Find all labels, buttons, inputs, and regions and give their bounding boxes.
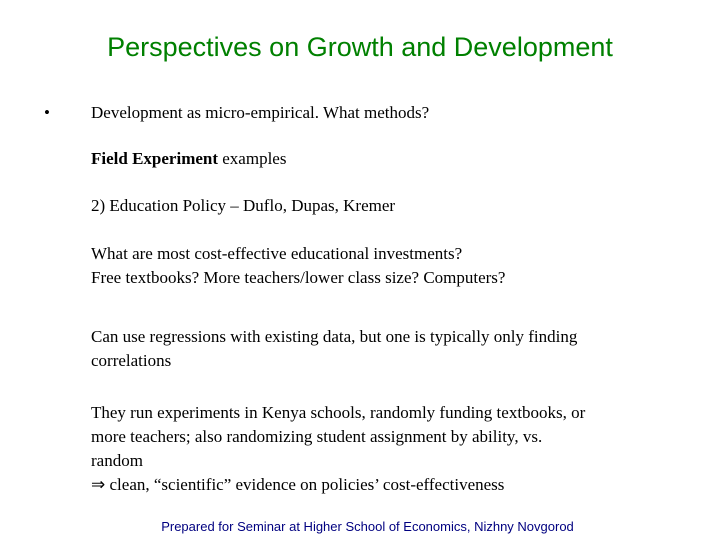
experiments-line: more teachers; also randomizing student assignment by ability, vs. [91,427,543,446]
slide-title: Perspectives on Growth and Development [107,32,613,62]
question-line: Free textbooks? More teachers/lower class size? Computers? [91,268,506,287]
education-policy-heading: 2) Education Policy – Duflo, Dupas, Kremer [91,196,396,215]
conclusion-text: clean, “scientific” evidence on policies’ cost-effectiveness [105,475,505,494]
field-experiment-bold: Field Experiment [91,149,219,168]
bullet-text: Development as micro-empirical. What methods? [91,103,430,122]
experiments-paragraph [91,401,691,497]
experiments-line: random [91,451,143,470]
regressions-line: correlations [91,351,172,370]
regressions-paragraph [91,325,691,373]
regressions-line: Can use regressions with existing data, but one is typically only finding [91,327,578,346]
field-experiment-line [91,147,691,171]
question-line: What are most cost-effective educational investments? [91,244,463,263]
field-experiment-rest: examples [218,149,287,168]
slide-footer: Prepared for Seminar at Higher School of Economics, Nizhny Novgorod [161,519,574,534]
bullet-marker: • [44,103,50,122]
questions-paragraph [91,242,691,290]
conclusion-line [91,473,691,497]
experiments-line: They run experiments in Kenya schools, randomly funding textbooks, or [91,403,586,422]
implies-arrow-icon: ⇒ [91,475,106,494]
